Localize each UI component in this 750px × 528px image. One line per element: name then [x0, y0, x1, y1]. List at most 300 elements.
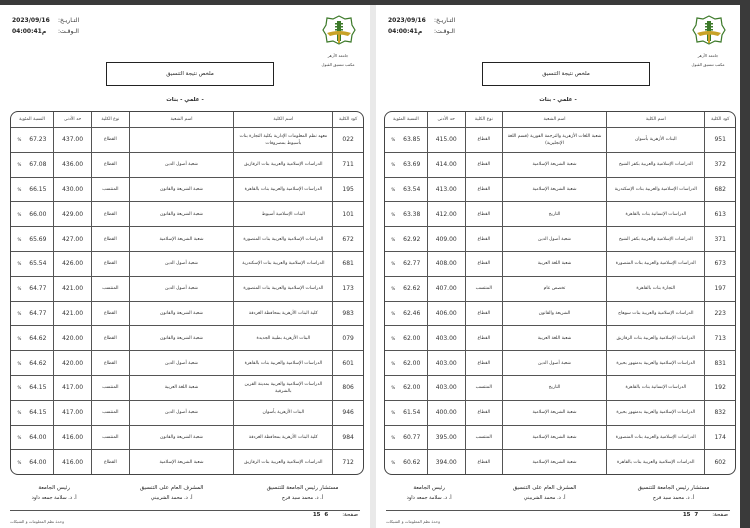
table-row — [11, 177, 363, 202]
cell-percentage — [385, 177, 427, 202]
cell-college-name: الدراسات الإسلامية والعربية بنات الزقازيق — [607, 326, 705, 351]
col-header-min-score: حد الأدنى — [53, 112, 91, 128]
cell-min-score: 420.00 — [53, 351, 91, 376]
cell-college-type: القطاع — [92, 351, 129, 376]
cell-college-type: القطاع — [92, 128, 129, 153]
cell-min-score: 429.00 — [53, 202, 91, 227]
cell-college-type: المنتسب — [92, 400, 129, 425]
cell-college-type: المنتسب — [92, 425, 129, 450]
cell-division: التاريخ — [502, 375, 606, 400]
cell-college-code: 951 — [705, 128, 735, 153]
cell-min-score: 416.00 — [53, 450, 91, 475]
results-table — [385, 112, 735, 475]
cell-college-type: القطاع — [92, 152, 129, 177]
cell-percentage — [11, 400, 53, 425]
cell-college-name: الدراسات الإسلامية والعربية بنات بالقاهرة — [234, 177, 333, 202]
table-row — [11, 276, 363, 301]
cell-division: شعبة الشريعة الإسلامية — [502, 152, 606, 177]
cell-division: شعبة أصول الدين — [129, 152, 234, 177]
signature-coordination-advisor — [638, 483, 710, 503]
signature-general-supervisor — [513, 483, 577, 503]
percentage-value: 62.46 — [403, 309, 421, 317]
signature-name: أ. د. محمد الشربيني — [150, 495, 193, 501]
cell-college-name: البنات الأزهرية بطيبة الجديدة — [234, 326, 333, 351]
table-header-row — [385, 112, 735, 128]
cell-percentage — [11, 227, 53, 252]
al-azhar-logo-icon — [692, 13, 726, 47]
cell-min-score: 403.00 — [427, 351, 465, 376]
cell-min-score: 421.00 — [53, 276, 91, 301]
logo-caption — [314, 51, 362, 69]
signature-name: أ. د. محمد سيد فرج — [281, 495, 324, 501]
cell-min-score: 395.00 — [427, 425, 465, 450]
table-row — [11, 375, 363, 400]
cell-division: شعبة اللغة العربية — [502, 251, 606, 276]
signature-title: رئيس الجامعة — [38, 485, 70, 491]
date-label: التـاريـخ: — [58, 17, 80, 24]
report-subtitle: - علمي - بنات — [166, 97, 204, 103]
cell-division: شعبة الشريعة والقانون — [129, 326, 234, 351]
cell-min-score: 403.00 — [427, 326, 465, 351]
percent-symbol: % — [391, 211, 396, 217]
percentage-value: 60.62 — [403, 458, 421, 466]
cell-percentage — [385, 425, 427, 450]
cell-percentage — [11, 375, 53, 400]
cell-percentage — [385, 450, 427, 475]
cell-college-code: 192 — [705, 375, 735, 400]
cell-college-name: الدراسات الإسلامية والعربية بنات المنصورة — [607, 251, 705, 276]
percent-symbol: % — [17, 211, 22, 217]
table-row — [385, 227, 735, 252]
percent-symbol: % — [17, 335, 22, 341]
cell-college-code: 682 — [705, 177, 735, 202]
cell-college-type: القطاع — [465, 202, 502, 227]
percentage-value: 62.00 — [403, 384, 421, 392]
al-azhar-logo-icon — [322, 13, 356, 47]
percentage-value: 67.23 — [29, 136, 47, 144]
page-current: 6 — [324, 512, 329, 518]
cell-college-type: القطاع — [92, 251, 129, 276]
cell-college-code: 079 — [333, 326, 363, 351]
logo-caption — [684, 51, 732, 69]
cell-college-name: الدراسات الإسلامية والعربية بنات المنصورة — [234, 276, 333, 301]
document-page — [376, 5, 740, 528]
table-row — [385, 128, 735, 153]
cell-college-name: البنات الإسلامية أسيوط — [234, 202, 333, 227]
cell-division: شعبة الشريعة الإسلامية — [129, 227, 234, 252]
header-meta — [12, 15, 79, 37]
cell-min-score: 403.00 — [427, 375, 465, 400]
time-label: الـوقـت: — [434, 28, 455, 35]
cell-division: شعبة اللغة العربية — [129, 375, 234, 400]
cell-college-code: 681 — [333, 251, 363, 276]
cell-college-type: القطاع — [92, 227, 129, 252]
col-header-division: اسم الشعبة — [129, 112, 234, 128]
percentage-value: 63.54 — [403, 185, 421, 193]
cell-division: الشريعة والقانون — [502, 301, 606, 326]
signature-general-supervisor — [140, 483, 204, 503]
percent-symbol: % — [391, 385, 396, 391]
cell-percentage — [385, 251, 427, 276]
cell-college-code: 711 — [333, 152, 363, 177]
cell-college-code: 713 — [705, 326, 735, 351]
cell-percentage — [385, 227, 427, 252]
percentage-value: 63.69 — [403, 161, 421, 169]
logo-caption-university: جامعة الأزهر — [327, 53, 349, 58]
cell-college-type: القطاع — [465, 351, 502, 376]
cell-percentage — [385, 301, 427, 326]
cell-college-type: المنتسب — [92, 276, 129, 301]
signature-university-president — [32, 483, 77, 503]
cell-college-name: الدراسات الإسلامية والعربية بكفر الشيخ — [607, 152, 705, 177]
table-row — [11, 425, 363, 450]
cell-division: شعبة أصول الدين — [502, 351, 606, 376]
signatures — [376, 483, 740, 503]
percent-symbol: % — [391, 236, 396, 242]
page-label: صفحة: — [712, 512, 728, 518]
cell-college-code: 601 — [333, 351, 363, 376]
date-value: 2023/09/16 — [388, 17, 426, 24]
cell-college-name: الدراسات الإنسانية بنات بالقاهرة — [607, 375, 705, 400]
percent-symbol: % — [17, 434, 22, 440]
cell-min-score: 417.00 — [53, 400, 91, 425]
cell-college-code: 101 — [333, 202, 363, 227]
percentage-value: 63.38 — [403, 210, 421, 218]
percentage-value: 60.77 — [403, 433, 421, 441]
cell-percentage — [385, 202, 427, 227]
percent-symbol: % — [391, 186, 396, 192]
cell-division: تخصص عام — [502, 276, 606, 301]
table-row — [385, 425, 735, 450]
cell-percentage — [11, 351, 53, 376]
percent-symbol: % — [17, 286, 22, 292]
table-row — [385, 301, 735, 326]
table-row — [385, 400, 735, 425]
logo-caption-university: جامعة الأزهر — [697, 53, 719, 58]
page-label: صفحة: — [342, 512, 358, 518]
cell-college-code: 371 — [705, 227, 735, 252]
report-title: ملخص نتيجة التنسيق — [106, 62, 274, 86]
cell-college-code: 022 — [333, 128, 363, 153]
percent-symbol: % — [17, 310, 22, 316]
cell-college-code: 983 — [333, 301, 363, 326]
viewer-right-edge — [740, 0, 750, 528]
percentage-value: 67.08 — [29, 161, 47, 169]
percentage-value: 64.77 — [29, 309, 47, 317]
logo-caption-office: مكتب تنسيق القبول — [691, 62, 725, 67]
page-number — [683, 512, 728, 518]
signature-name: أ. د. سلامة جمعه داود — [406, 495, 452, 501]
col-header-min-score: حد الأدنى — [427, 112, 465, 128]
signature-title: مستشار رئيس الجامعة للتنسيق — [637, 485, 710, 491]
col-header-college: اسم الكلية — [234, 112, 333, 128]
footer-divider — [10, 510, 360, 511]
cell-division: شعبة اللغات الأزهرية والترجمة الفورية (قسم اللغة الإنجليزية) — [502, 128, 606, 153]
percentage-value: 64.15 — [29, 384, 47, 392]
cell-division: شعبة أصول الدين — [129, 276, 234, 301]
cell-percentage — [11, 202, 53, 227]
cell-college-name: البنات الأزهرية بأسوان — [607, 128, 705, 153]
cell-min-score: 437.00 — [53, 128, 91, 153]
document-page — [0, 5, 370, 528]
cell-division: شعبة الشريعة الإسلامية — [502, 425, 606, 450]
cell-min-score: 417.00 — [53, 375, 91, 400]
table-row — [11, 227, 363, 252]
cell-college-type: المنتسب — [92, 375, 129, 400]
cell-college-code: 806 — [333, 375, 363, 400]
signature-title: مستشار رئيس الجامعة للتنسيق — [266, 485, 339, 491]
cell-college-name: الدراسات الإسلامية والعربية بنات الزقازيق — [234, 152, 333, 177]
table-row — [11, 152, 363, 177]
cell-college-name: الدراسات الإسلامية والعربية بنات بالقاهرة — [607, 450, 705, 475]
cell-college-code: 673 — [705, 251, 735, 276]
cell-min-score: 414.00 — [427, 152, 465, 177]
percentage-value: 64.77 — [29, 285, 47, 293]
table-row — [11, 128, 363, 153]
page-total: 15 — [312, 512, 321, 518]
cell-min-score: 426.00 — [53, 251, 91, 276]
report-subtitle: - علمي - بنات — [539, 97, 577, 103]
percent-symbol: % — [391, 459, 396, 465]
cell-college-type: المنتسب — [92, 177, 129, 202]
cell-percentage — [11, 450, 53, 475]
col-header-type: نوع الكلية — [92, 112, 129, 128]
footer-unit: وحدة نظم المعلومات و الشبكات — [10, 519, 65, 524]
table-row — [385, 177, 735, 202]
page-count — [683, 512, 698, 518]
cell-college-code: 173 — [333, 276, 363, 301]
cell-min-score: 421.00 — [53, 301, 91, 326]
cell-division: شعبة الشريعة الإسلامية — [502, 400, 606, 425]
cell-percentage — [385, 276, 427, 301]
cell-percentage — [11, 301, 53, 326]
cell-college-type: القطاع — [465, 301, 502, 326]
cell-college-name: كلية البنات الأزهرية بمحافظة الغردقة — [234, 425, 333, 450]
cell-college-name: الدراسات الإنسانية بنات بالقاهرة — [607, 202, 705, 227]
percentage-value: 62.00 — [403, 359, 421, 367]
cell-percentage — [385, 128, 427, 153]
table-row — [11, 301, 363, 326]
cell-college-type: القطاع — [465, 177, 502, 202]
percentage-value: 62.00 — [403, 334, 421, 342]
cell-percentage — [385, 152, 427, 177]
cell-college-name: الدراسات الإسلامية والعربية بدمنهور بحيرة — [607, 351, 705, 376]
cell-college-code: 831 — [705, 351, 735, 376]
cell-min-score: 427.00 — [53, 227, 91, 252]
percentage-value: 64.15 — [29, 409, 47, 417]
cell-college-type: القطاع — [92, 326, 129, 351]
cell-college-code: 602 — [705, 450, 735, 475]
signature-name: أ. د. محمد سيد فرج — [652, 495, 695, 501]
cell-college-name: معهد نظم المعلومات الإدارية بكلية التجارة بنات بأسيوط بمصروفات — [234, 128, 333, 153]
cell-college-code: 223 — [705, 301, 735, 326]
cell-college-type: المنتسب — [465, 276, 502, 301]
signature-name: أ. د. محمد الشربيني — [523, 495, 566, 501]
table-row — [385, 375, 735, 400]
percentage-value: 64.00 — [29, 433, 47, 441]
percent-symbol: % — [17, 410, 22, 416]
signature-title: المشرف العام على التنسيق — [139, 485, 204, 491]
cell-percentage — [385, 375, 427, 400]
percentage-value: 66.15 — [29, 185, 47, 193]
signature-university-president — [407, 483, 452, 503]
cell-percentage — [11, 177, 53, 202]
cell-division: شعبة أصول الدين — [129, 400, 234, 425]
table-row — [11, 351, 363, 376]
signature-coordination-advisor — [267, 483, 339, 503]
cell-college-name: البنات الأزهرية بأسوان — [234, 400, 333, 425]
table-row — [385, 351, 735, 376]
cell-percentage — [11, 425, 53, 450]
cell-college-type: القطاع — [465, 227, 502, 252]
cell-college-type: المنتسب — [465, 375, 502, 400]
col-header-code: كود الكلية — [333, 112, 363, 128]
cell-min-score: 412.00 — [427, 202, 465, 227]
percent-symbol: % — [391, 162, 396, 168]
percentage-value: 62.77 — [403, 260, 421, 268]
date-value: 2023/09/16 — [12, 17, 50, 24]
cell-percentage — [385, 400, 427, 425]
table-row — [11, 326, 363, 351]
percent-symbol: % — [17, 137, 22, 143]
percent-symbol: % — [391, 261, 396, 267]
percent-symbol: % — [391, 410, 396, 416]
signature-title: المشرف العام على التنسيق — [512, 485, 577, 491]
time-value: 04:00:41م — [388, 28, 423, 35]
percent-symbol: % — [391, 286, 396, 292]
cell-percentage — [11, 326, 53, 351]
percent-symbol: % — [17, 162, 22, 168]
cell-division: شعبة اللغة العربية — [502, 326, 606, 351]
cell-division: شعبة الشريعة الإسلامية — [502, 177, 606, 202]
cell-college-name: الدراسات الإسلامية والعربية بنات الزقازيق — [234, 450, 333, 475]
percent-symbol: % — [17, 186, 22, 192]
percentage-value: 61.54 — [403, 409, 421, 417]
cell-college-name: الدراسات الإسلامية والعربية بنات المنصورة — [234, 227, 333, 252]
cell-college-name: الدراسات الإسلامية والعربية بدمنهور بحيرة — [607, 400, 705, 425]
cell-college-type: القطاع — [465, 400, 502, 425]
results-table — [11, 112, 363, 475]
table-row — [11, 450, 363, 475]
cell-min-score: 409.00 — [427, 227, 465, 252]
percent-symbol: % — [17, 360, 22, 366]
percent-symbol: % — [17, 261, 22, 267]
report-title: ملخص نتيجة التنسيق — [482, 62, 650, 86]
cell-percentage — [11, 128, 53, 153]
cell-division: شعبة الشريعة والقانون — [129, 202, 234, 227]
cell-division: شعبة الشريعة الإسلامية — [129, 450, 234, 475]
table-row — [385, 152, 735, 177]
col-header-percentage: النسبة المئوية — [385, 112, 427, 128]
cell-division: شعبة الشريعة والقانون — [129, 177, 234, 202]
cell-min-score: 430.00 — [53, 177, 91, 202]
results-table-container — [10, 111, 364, 475]
cell-college-name: الدراسات الإسلامية والعربية بنات الإسكندرية — [607, 177, 705, 202]
cell-college-type: القطاع — [465, 152, 502, 177]
percent-symbol: % — [17, 459, 22, 465]
percent-symbol: % — [391, 434, 396, 440]
percentage-value: 64.00 — [29, 458, 47, 466]
cell-division: شعبة أصول الدين — [129, 251, 234, 276]
cell-college-code: 613 — [705, 202, 735, 227]
cell-college-type: المنتسب — [465, 425, 502, 450]
cell-college-name: التجارة بنات بالقاهرة — [607, 276, 705, 301]
table-row — [11, 400, 363, 425]
table-row — [11, 202, 363, 227]
table-row — [11, 251, 363, 276]
cell-min-score: 413.00 — [427, 177, 465, 202]
cell-percentage — [11, 276, 53, 301]
cell-college-type: القطاع — [465, 450, 502, 475]
signatures — [0, 483, 370, 503]
percentage-value: 65.69 — [29, 235, 47, 243]
cell-min-score: 407.00 — [427, 276, 465, 301]
table-row — [385, 276, 735, 301]
percentage-value: 62.92 — [403, 235, 421, 243]
cell-college-name: الدراسات الإسلامية والعربية بنات سوهاج — [607, 301, 705, 326]
percent-symbol: % — [391, 335, 396, 341]
percent-symbol: % — [17, 236, 22, 242]
cell-college-code: 672 — [333, 227, 363, 252]
cell-college-code: 372 — [705, 152, 735, 177]
cell-min-score: 415.00 — [427, 128, 465, 153]
time-value: 04:00:41م — [12, 28, 47, 35]
table-header-row — [11, 112, 363, 128]
cell-college-type: القطاع — [465, 326, 502, 351]
cell-college-type: القطاع — [92, 301, 129, 326]
cell-college-name: الدراسات الإسلامية والعربية بكفر الشيخ — [607, 227, 705, 252]
cell-college-type: القطاع — [92, 450, 129, 475]
cell-min-score: 436.00 — [53, 152, 91, 177]
cell-college-name: الدراسات الإسلامية والعربية بنات الإسكندرية — [234, 251, 333, 276]
cell-percentage — [11, 152, 53, 177]
cell-division: شعبة أصول الدين — [502, 227, 606, 252]
cell-college-code: 984 — [333, 425, 363, 450]
cell-college-name: الدراسات الإسلامية والعربية بنات بالقاهرة — [234, 351, 333, 376]
cell-college-type: القطاع — [92, 202, 129, 227]
table-row — [385, 251, 735, 276]
cell-college-name: الدراسات الإسلامية والعربية بنات المنصورة — [607, 425, 705, 450]
page-count — [313, 512, 328, 518]
cell-min-score: 416.00 — [53, 425, 91, 450]
page-total: 15 — [682, 512, 691, 518]
cell-division — [129, 128, 234, 153]
cell-college-type: القطاع — [465, 128, 502, 153]
percentage-value: 62.62 — [403, 285, 421, 293]
col-header-type: نوع الكلية — [465, 112, 502, 128]
percentage-value: 66.00 — [29, 210, 47, 218]
cell-percentage — [385, 351, 427, 376]
cell-college-code: 174 — [705, 425, 735, 450]
percent-symbol: % — [391, 360, 396, 366]
percentage-value: 64.62 — [29, 334, 47, 342]
cell-min-score: 406.00 — [427, 301, 465, 326]
signature-title: رئيس الجامعة — [413, 485, 445, 491]
table-row — [385, 450, 735, 475]
col-header-code: كود الكلية — [705, 112, 735, 128]
cell-college-code: 197 — [705, 276, 735, 301]
percent-symbol: % — [391, 137, 396, 143]
cell-division: شعبة الشريعة والقانون — [129, 425, 234, 450]
percentage-value: 65.54 — [29, 260, 47, 268]
footer-divider — [386, 510, 730, 511]
cell-division: شعبة أصول الدين — [129, 351, 234, 376]
cell-division: شعبة الشريعة والقانون — [129, 301, 234, 326]
cell-college-name: الدراسات الإسلامية والعربية بمدينة القرين بالشرقية — [234, 375, 333, 400]
percentage-value: 64.62 — [29, 359, 47, 367]
cell-college-code: 832 — [705, 400, 735, 425]
percent-symbol: % — [17, 385, 22, 391]
